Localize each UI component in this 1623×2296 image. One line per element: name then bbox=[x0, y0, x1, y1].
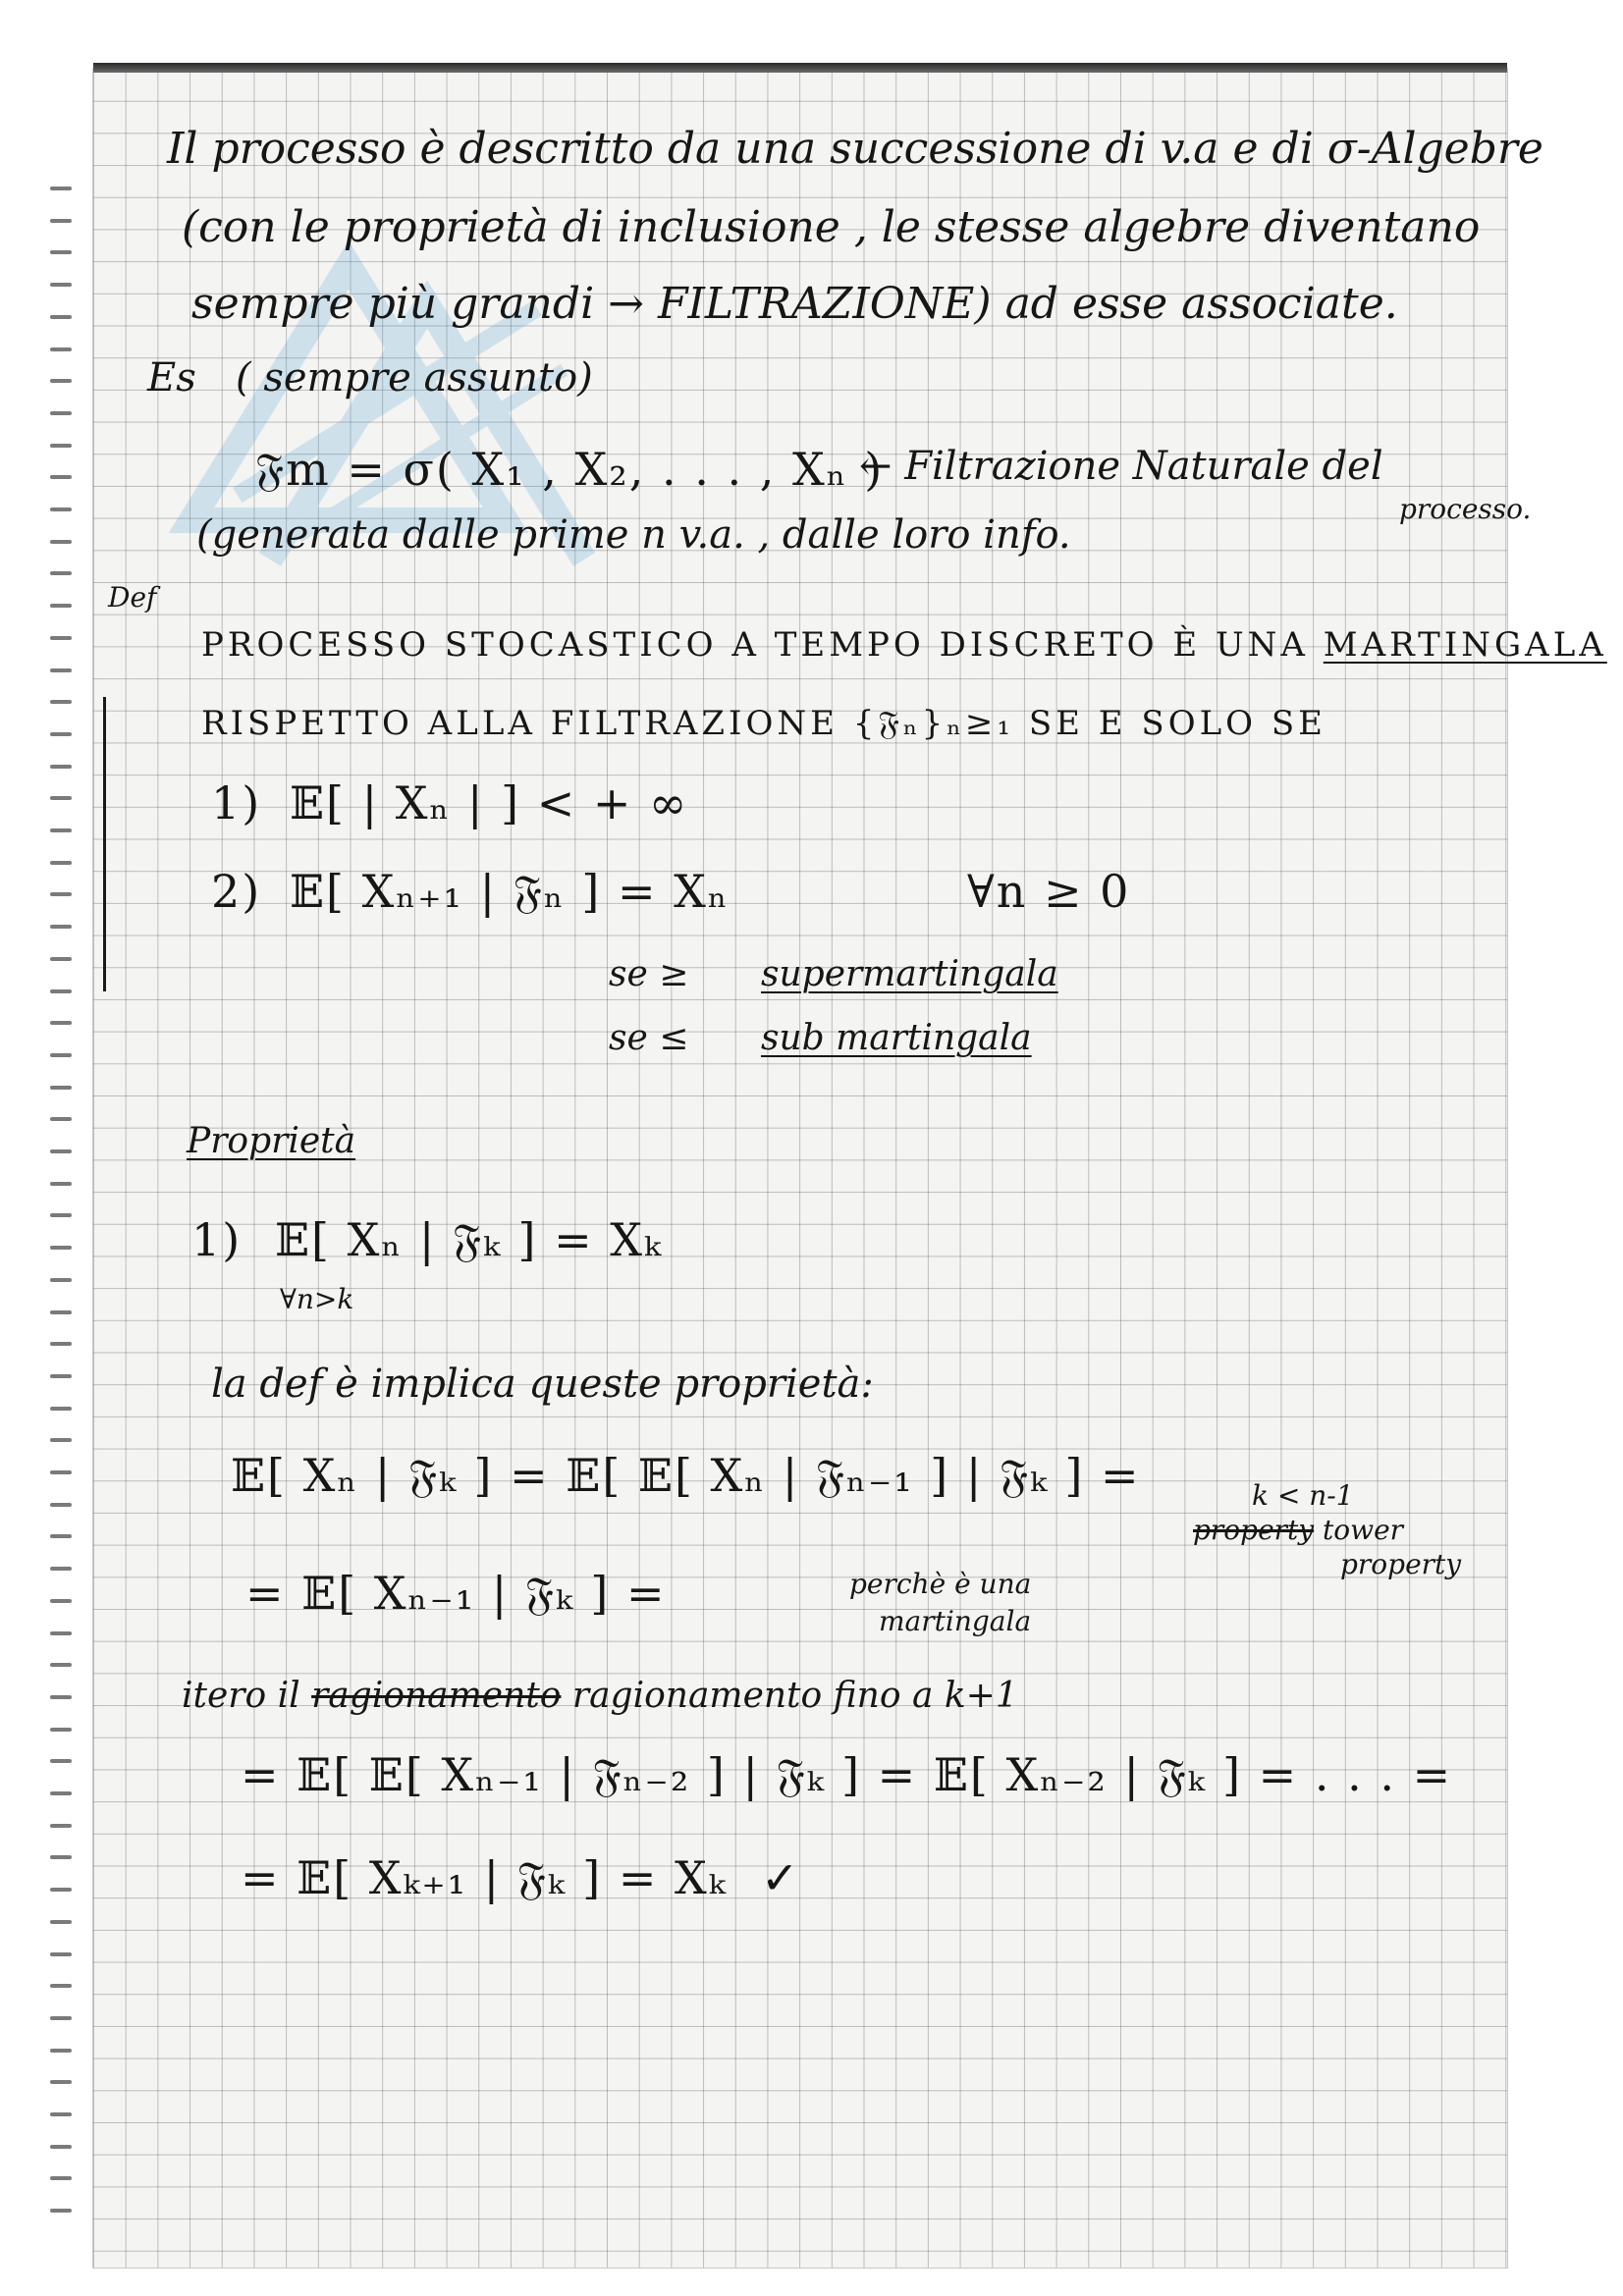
binding-hole bbox=[50, 411, 72, 415]
binding-hole bbox=[50, 604, 72, 608]
page-top-edge bbox=[93, 63, 1507, 73]
binding-hole bbox=[50, 444, 72, 448]
binding-hole bbox=[50, 1888, 72, 1892]
properties-heading: Proprietà bbox=[187, 1121, 356, 1161]
condition-2-number: 2) bbox=[211, 865, 262, 918]
binding-hole bbox=[50, 475, 72, 479]
binding-hole bbox=[50, 2176, 72, 2180]
binding-hole bbox=[50, 1278, 72, 1282]
binding-hole bbox=[50, 379, 72, 383]
tower-equation-2-note-2: martingala bbox=[879, 1605, 1032, 1637]
iteration-line bbox=[182, 1676, 1018, 1716]
binding-hole bbox=[50, 1342, 72, 1346]
property-1-quantifier: ∀n>k bbox=[280, 1283, 354, 1315]
binding-hole bbox=[50, 1182, 72, 1186]
filtration-arrow-note-2: processo. bbox=[1399, 493, 1532, 525]
binding-hole bbox=[50, 1086, 72, 1090]
tower-note-2-text: tower bbox=[1323, 1514, 1404, 1546]
binding-holes bbox=[50, 187, 80, 2228]
binding-hole bbox=[50, 2145, 72, 2149]
binding-hole bbox=[50, 957, 72, 961]
definition-line-1-text: PROCESSO STOCASTICO A TEMPO DISCRETO È UNA bbox=[201, 625, 1309, 665]
binding-hole bbox=[50, 1053, 72, 1057]
binding-hole bbox=[50, 861, 72, 865]
property-1: 𝔼[ Xₙ | 𝔉ₖ ] = Xₖ bbox=[275, 1213, 663, 1266]
binding-hole bbox=[50, 1824, 72, 1828]
binding-hole bbox=[50, 283, 72, 287]
filtration-arrow-note: ← Filtrazione Naturale del bbox=[859, 444, 1383, 489]
properties-intro: la def è implica queste proprietà: bbox=[211, 1362, 874, 1407]
binding-hole bbox=[50, 2209, 72, 2213]
martingala-highlight: MARTINGALA bbox=[1323, 625, 1607, 665]
binding-hole bbox=[50, 1855, 72, 1859]
binding-hole bbox=[50, 1567, 72, 1571]
binding-hole bbox=[50, 1213, 72, 1217]
binding-hole bbox=[50, 1791, 72, 1795]
binding-hole bbox=[50, 347, 72, 351]
binding-hole bbox=[50, 925, 72, 929]
binding-hole bbox=[50, 507, 72, 511]
tower-equation-2-note-1: perchè è una bbox=[849, 1568, 1032, 1600]
tower-equation-2: = 𝔼[ Xₙ₋₁ | 𝔉ₖ ] = bbox=[245, 1567, 667, 1620]
supermartingale-label: supermartingala bbox=[761, 954, 1058, 994]
definition-label: Def bbox=[108, 581, 157, 614]
binding-hole bbox=[50, 796, 72, 800]
binding-hole bbox=[50, 2016, 72, 2020]
binding-hole bbox=[50, 540, 72, 544]
binding-hole bbox=[50, 1470, 72, 1474]
binding-hole bbox=[50, 2049, 72, 2053]
condition-1-number: 1) bbox=[211, 776, 262, 829]
submartingale-label: sub martingala bbox=[761, 1018, 1032, 1058]
tower-equation-1: 𝔼[ Xₙ | 𝔉ₖ ] = 𝔼[ 𝔼[ Xₙ | 𝔉ₙ₋₁ ] | 𝔉ₖ ] = bbox=[231, 1449, 1141, 1502]
iteration-struck: ragionamento bbox=[311, 1676, 562, 1716]
example-note: ( sempre assunto) bbox=[236, 355, 593, 400]
binding-hole bbox=[50, 1310, 72, 1314]
binding-hole bbox=[50, 700, 72, 704]
binding-hole bbox=[50, 1920, 72, 1924]
binding-hole bbox=[50, 1117, 72, 1121]
binding-hole bbox=[50, 1021, 72, 1025]
iteration-equation-1: = 𝔼[ 𝔼[ Xₙ₋₁ | 𝔉ₙ₋₂ ] | 𝔉ₖ ] = 𝔼[ Xₙ₋₂ | 𝔉ₖ ] = . . . = bbox=[241, 1748, 1453, 1801]
definition-line-1 bbox=[201, 625, 1607, 665]
binding-hole bbox=[50, 1952, 72, 1956]
binding-hole bbox=[50, 1149, 72, 1153]
iteration-post: ragionamento fino a k+1 bbox=[571, 1676, 1018, 1716]
binding-hole bbox=[50, 1695, 72, 1699]
binding-hole bbox=[50, 1599, 72, 1603]
binding-hole bbox=[50, 187, 72, 190]
binding-hole bbox=[50, 1728, 72, 1732]
example-label: Es bbox=[147, 355, 196, 400]
condition-1: 𝔼[ | Xₙ | ] < + ∞ bbox=[290, 776, 689, 829]
binding-hole bbox=[50, 636, 72, 640]
tower-note-3: property bbox=[1340, 1548, 1462, 1580]
binding-hole bbox=[50, 2112, 72, 2116]
binding-hole bbox=[50, 828, 72, 832]
binding-hole bbox=[50, 1438, 72, 1442]
natural-filtration-formula: 𝔉m = σ( X₁ , X₂, . . . , Xₙ ) bbox=[255, 443, 885, 496]
definition-margin-bar bbox=[103, 697, 106, 991]
binding-hole bbox=[50, 989, 72, 993]
binding-hole bbox=[50, 732, 72, 736]
filtration-caption: (generata dalle prime n v.a. , dalle loro info. bbox=[196, 512, 1071, 558]
binding-hole bbox=[50, 1759, 72, 1763]
tower-note-2-struck: property bbox=[1193, 1514, 1315, 1546]
condition-2: 𝔼[ Xₙ₊₁ | 𝔉ₙ ] = Xₙ bbox=[290, 865, 730, 918]
binding-hole bbox=[50, 1631, 72, 1635]
checkmark-icon: ✓ bbox=[761, 1851, 801, 1904]
binding-hole bbox=[50, 765, 72, 769]
binding-hole bbox=[50, 892, 72, 896]
binding-hole bbox=[50, 668, 72, 672]
submartingale-sign: se ≤ bbox=[609, 1018, 689, 1058]
binding-hole bbox=[50, 219, 72, 223]
intro-line-2: (con le proprietà di inclusione , le stesse algebre diventano bbox=[182, 202, 1481, 252]
binding-hole bbox=[50, 315, 72, 319]
binding-hole bbox=[50, 571, 72, 575]
property-1-number: 1) bbox=[191, 1213, 243, 1266]
tower-note-1: k < n-1 bbox=[1252, 1479, 1354, 1512]
binding-hole bbox=[50, 1374, 72, 1378]
supermartingale-sign: se ≥ bbox=[609, 954, 689, 994]
binding-hole bbox=[50, 1663, 72, 1667]
binding-hole bbox=[50, 250, 72, 254]
definition-line-2: RISPETTO ALLA FILTRAZIONE {𝔉ₙ}ₙ≥₁ SE E SOLO SE bbox=[201, 704, 1326, 743]
binding-hole bbox=[50, 1407, 72, 1411]
condition-2-quantifier: ∀n ≥ 0 bbox=[967, 865, 1131, 918]
iteration-equation-2: = 𝔼[ Xₖ₊₁ | 𝔉ₖ ] = Xₖ bbox=[241, 1851, 728, 1904]
binding-hole bbox=[50, 1534, 72, 1538]
notebook-page bbox=[93, 69, 1607, 2268]
intro-line-1: Il processo è descritto da una successione di v.a e di σ-Algebre bbox=[167, 124, 1543, 174]
iteration-pre: itero il bbox=[182, 1676, 300, 1716]
binding-hole bbox=[50, 1984, 72, 1988]
intro-line-3: sempre più grandi → FILTRAZIONE) ad esse associate. bbox=[191, 279, 1398, 329]
binding-hole bbox=[50, 1503, 72, 1507]
binding-hole bbox=[50, 1246, 72, 1250]
binding-hole bbox=[50, 2080, 72, 2084]
tower-note-2 bbox=[1193, 1514, 1404, 1546]
